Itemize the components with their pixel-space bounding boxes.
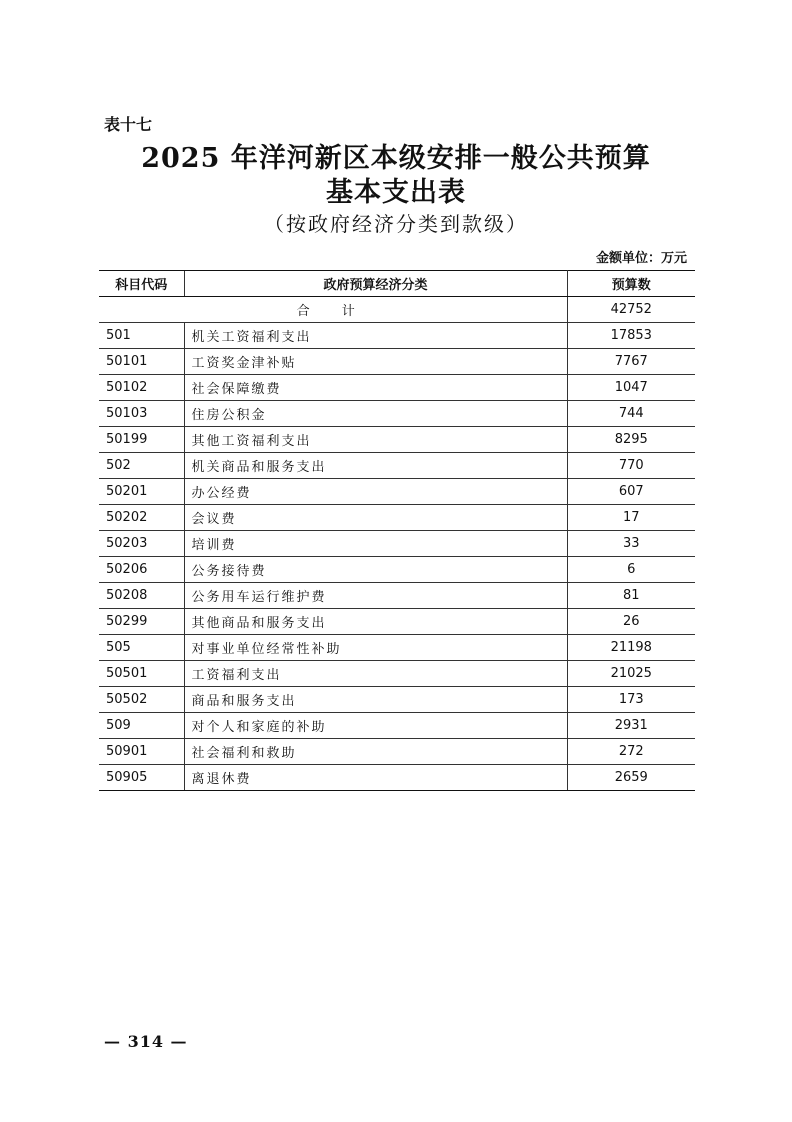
page-title: 2025 年洋河新区本级安排一般公共预算	[141, 143, 651, 174]
page-title-line2: 基本支出表	[326, 177, 466, 208]
row-amount: 2659	[567, 765, 695, 791]
table-row	[99, 427, 695, 453]
row-amount: 173	[567, 687, 695, 713]
table-row	[99, 713, 695, 739]
row-code: 50101	[99, 349, 184, 375]
row-amount: 6	[567, 557, 695, 583]
table-row	[99, 687, 695, 713]
table-row	[99, 765, 695, 791]
row-code: 505	[99, 635, 184, 661]
row-category: 公务用车运行维护费	[184, 583, 567, 609]
table-row	[99, 375, 695, 401]
table-row	[99, 557, 695, 583]
row-code: 50203	[99, 531, 184, 557]
row-category: 工资奖金津补贴	[184, 349, 567, 375]
row-category: 对事业单位经常性补助	[184, 635, 567, 661]
row-code: 509	[99, 713, 184, 739]
row-amount: 607	[567, 479, 695, 505]
row-code: 50208	[99, 583, 184, 609]
row-category: 会议费	[184, 505, 567, 531]
table-row	[99, 661, 695, 687]
budget-table-body	[99, 271, 695, 791]
row-amount: 81	[567, 583, 695, 609]
row-code: 50299	[99, 609, 184, 635]
row-category: 办公经费	[184, 479, 567, 505]
page-subtitle: （按政府经济分类到款级）	[264, 212, 528, 236]
table-row	[99, 349, 695, 375]
row-code: 50206	[99, 557, 184, 583]
table-row	[99, 635, 695, 661]
row-amount: 1047	[567, 375, 695, 401]
table-number-label: 表十七	[104, 115, 153, 134]
header-code: 科目代码	[99, 271, 184, 297]
table-row	[99, 453, 695, 479]
table-row	[99, 583, 695, 609]
table-row	[99, 609, 695, 635]
table-row	[99, 479, 695, 505]
row-code: 50201	[99, 479, 184, 505]
row-amount: 8295	[567, 427, 695, 453]
row-category: 培训费	[184, 531, 567, 557]
row-amount: 33	[567, 531, 695, 557]
row-amount: 7767	[567, 349, 695, 375]
row-category: 社会保障缴费	[184, 375, 567, 401]
row-category: 对个人和家庭的补助	[184, 713, 567, 739]
table-row	[99, 401, 695, 427]
row-category: 机关商品和服务支出	[184, 453, 567, 479]
row-code: 50199	[99, 427, 184, 453]
row-code: 502	[99, 453, 184, 479]
row-category: 公务接待费	[184, 557, 567, 583]
row-code: 50202	[99, 505, 184, 531]
row-amount: 770	[567, 453, 695, 479]
row-amount: 17	[567, 505, 695, 531]
row-category: 社会福利和救助	[184, 739, 567, 765]
header-category: 政府预算经济分类	[184, 271, 567, 297]
row-amount: 21198	[567, 635, 695, 661]
total-amount: 42752	[567, 297, 695, 323]
header-amount: 预算数	[567, 271, 695, 297]
row-code: 501	[99, 323, 184, 349]
budget-table	[99, 270, 695, 791]
page-number: — 314 —	[104, 1032, 188, 1051]
table-header-row	[99, 271, 695, 297]
row-category: 工资福利支出	[184, 661, 567, 687]
row-code: 50905	[99, 765, 184, 791]
row-code: 50102	[99, 375, 184, 401]
row-category: 离退休费	[184, 765, 567, 791]
row-amount: 744	[567, 401, 695, 427]
table-row	[99, 505, 695, 531]
table-row	[99, 739, 695, 765]
table-row	[99, 531, 695, 557]
total-label: 合 计	[99, 297, 567, 323]
row-amount: 26	[567, 609, 695, 635]
total-row	[99, 297, 695, 323]
row-category: 住房公积金	[184, 401, 567, 427]
row-category: 其他工资福利支出	[184, 427, 567, 453]
row-category: 其他商品和服务支出	[184, 609, 567, 635]
unit-note: 金额单位：万元	[595, 251, 687, 266]
row-amount: 21025	[567, 661, 695, 687]
row-code: 50502	[99, 687, 184, 713]
row-category: 商品和服务支出	[184, 687, 567, 713]
row-amount: 2931	[567, 713, 695, 739]
table-row	[99, 323, 695, 349]
row-code: 50103	[99, 401, 184, 427]
row-category: 机关工资福利支出	[184, 323, 567, 349]
row-code: 50501	[99, 661, 184, 687]
row-amount: 272	[567, 739, 695, 765]
row-amount: 17853	[567, 323, 695, 349]
row-code: 50901	[99, 739, 184, 765]
